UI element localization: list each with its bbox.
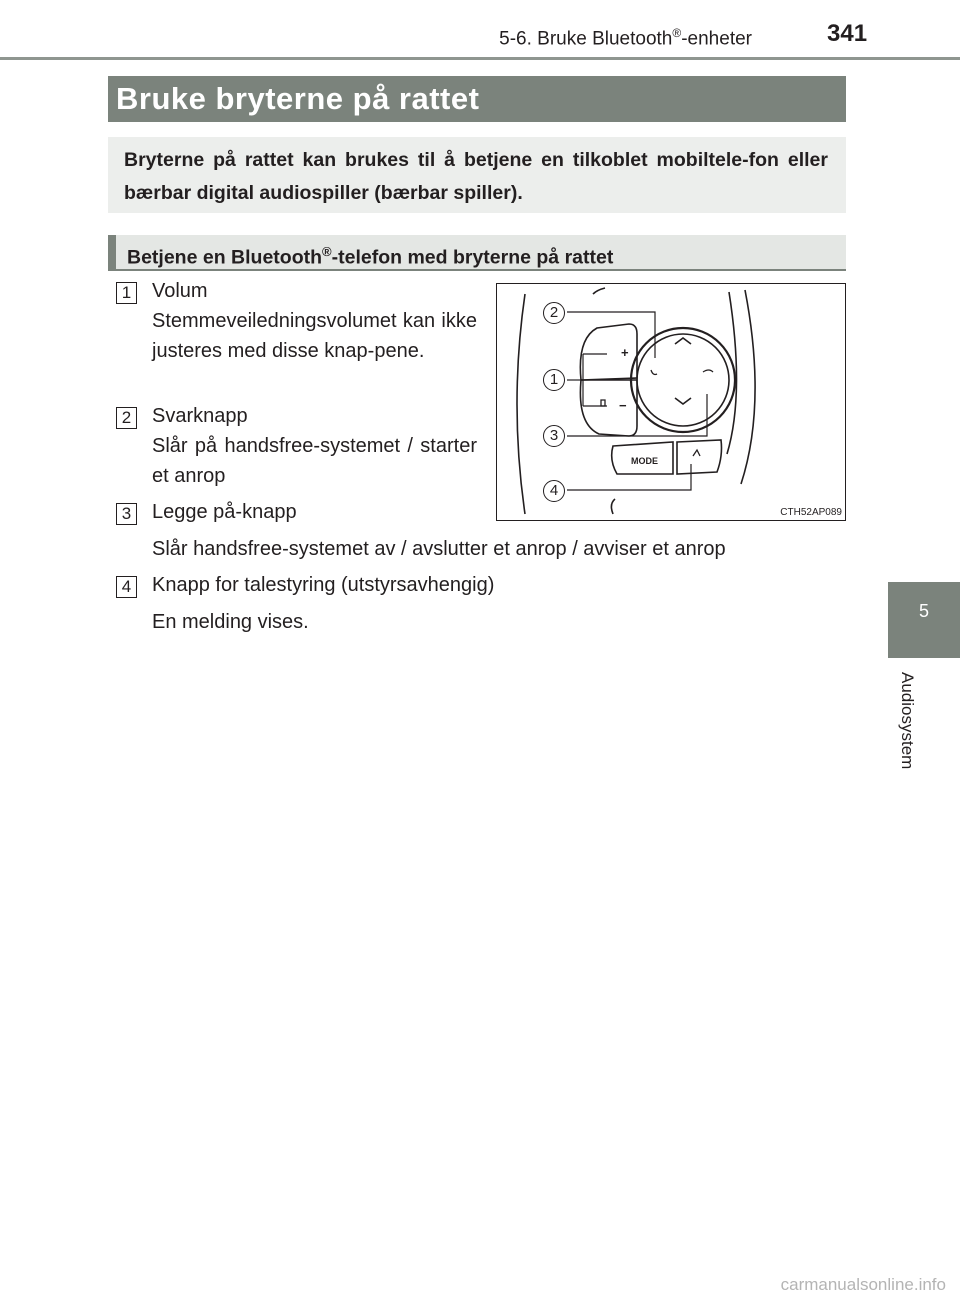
steering-switch-illustration xyxy=(496,283,846,521)
item-title: Knapp for talestyring (utstyrsavhengig) xyxy=(152,574,495,596)
page-number: 341 xyxy=(827,20,868,47)
registered-mark: ® xyxy=(672,26,682,40)
subsection-heading xyxy=(108,235,846,271)
item-title: Svarknapp xyxy=(152,405,248,427)
figure-code: CTH52AP089 xyxy=(780,507,842,518)
item-number-icon: 2 xyxy=(116,407,137,429)
header-divider xyxy=(0,57,960,60)
item-title: Volum xyxy=(152,280,208,302)
intro-box: Bryterne på rattet kan brukes til å betjene en tilkoblet mobiltele-fon eller bærbar digital audiospiller (bærbar spiller). xyxy=(108,137,846,213)
item-number-icon: 3 xyxy=(116,503,137,525)
running-header xyxy=(499,26,752,50)
chapter-tab: 5 xyxy=(888,582,960,658)
chapter-label: Audiosystem xyxy=(898,672,917,770)
item-description: Slår handsfree-systemet av / avslutter et anrop / avviser et anrop xyxy=(152,538,726,560)
callout-2: 2 xyxy=(543,302,565,324)
item-title: Legge på-knapp xyxy=(152,501,297,523)
subsection-heading-suffix: -telefon med bryterne på rattet xyxy=(331,246,614,269)
registered-mark: ® xyxy=(322,244,332,259)
section-title: Bruke bryterne på rattet xyxy=(108,76,846,122)
svg-text:+: + xyxy=(621,345,629,360)
mode-button-label: MODE xyxy=(631,456,658,466)
watermark: carmanualsonline.info xyxy=(780,1275,946,1294)
callout-1: 1 xyxy=(543,369,565,391)
header-title-text: 5-6. Bruke Bluetooth xyxy=(499,28,673,50)
svg-text:−: − xyxy=(619,398,627,413)
subsection-heading-text: Betjene en Bluetooth xyxy=(127,246,323,269)
item-number-icon: 1 xyxy=(116,282,137,304)
item-description: Slår på handsfree-systemet / starter et anrop xyxy=(152,435,477,487)
item-number-icon: 4 xyxy=(116,576,137,598)
callout-4: 4 xyxy=(543,480,565,502)
callout-3: 3 xyxy=(543,425,565,447)
item-description: Stemmeveiledningsvolumet kan ikke justeres med disse knap-pene. xyxy=(152,310,477,362)
item-description: En melding vises. xyxy=(152,611,309,633)
header-title-suffix: -enheter xyxy=(681,28,752,50)
